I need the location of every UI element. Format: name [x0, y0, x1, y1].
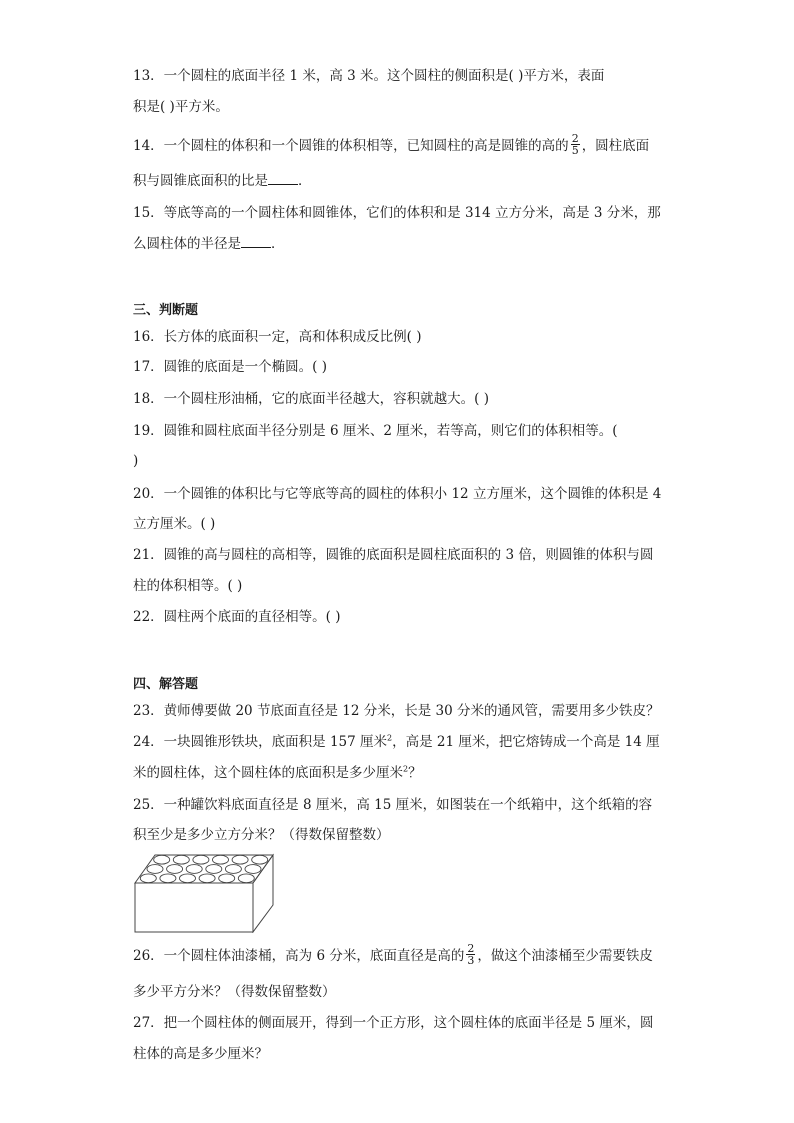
question-16: 16．长方体的底面积一定，高和体积成反比例( ) [133, 329, 422, 345]
box-front-face [135, 883, 253, 932]
question-14-line1 [133, 132, 663, 158]
can-top [186, 865, 202, 874]
can-top [154, 855, 170, 864]
superscript: 2 [403, 764, 409, 774]
question-15-text-b: ． [271, 236, 285, 252]
question-15-line2 [133, 235, 663, 253]
question-14-text-c: 积与圆锥底面积的比是 [133, 173, 268, 189]
can-top [225, 865, 241, 874]
question-14-text-a: 14．一个圆柱的体积和一个圆锥的体积相等，已知圆柱的高是圆锥的高的 [133, 138, 569, 154]
question-13-line2: 积是( )平方米。 [133, 99, 229, 115]
section-heading-solve: 四、解答题 [133, 677, 199, 692]
can-top [206, 865, 222, 874]
question-26-line2: 多少平方分米？（得数保留整数） [133, 984, 336, 1000]
can-top [160, 874, 176, 883]
fraction-denominator: 5 [571, 144, 579, 157]
question-25-line1: 25．一种罐饮料底面直径是 8 厘米，高 15 厘米，如图装在一个纸箱中，这个纸箱的容 [133, 797, 653, 813]
fraction-denominator: 3 [467, 954, 475, 967]
question-21-line1: 21．圆锥的高与圆柱的高相等，圆锥的底面积是圆柱底面积的 3 倍，则圆锥的体积与圆 [133, 547, 654, 563]
question-26-text-b: ，做这个油漆桶至少需要铁皮 [477, 948, 653, 964]
question-24-text-b: ，高是 21 厘米，把它熔铸成一个高是 14 厘 [392, 734, 660, 750]
can-top [167, 865, 183, 874]
question-14-text-b: ，圆柱底面 [581, 138, 650, 154]
can-top [213, 855, 229, 864]
question-26-text-a: 26．一个圆柱体油漆桶，高为 6 分米，底面直径是高的 [133, 948, 465, 964]
can-top [252, 855, 268, 864]
question-24-line2 [133, 764, 663, 782]
question-19-line1: 19．圆锥和圆柱底面半径分别是 6 厘米、2 厘米，若等高，则它们的体积相等。( [133, 423, 618, 439]
answer-blank[interactable] [268, 172, 298, 185]
superscript: 2 [387, 733, 393, 743]
can-top [140, 874, 156, 883]
question-24-line1 [133, 733, 663, 751]
question-27-line1: 27．把一个圆柱体的侧面展开，得到一个正方形，这个圆柱体的底面半径是 5 厘米，圆 [133, 1015, 654, 1031]
can-top [219, 874, 235, 883]
fraction-two-fifths [571, 133, 580, 156]
section-heading-judge: 三、判断题 [133, 303, 199, 318]
question-14-text-d: ． [298, 173, 312, 189]
question-13-line1: 13．一个圆柱的底面半径 1 米，高 3 米。这个圆柱的侧面积是( )平方米，表面 [133, 68, 605, 84]
can-top [180, 874, 196, 883]
question-21-line2: 柱的体积相等。( ) [133, 578, 243, 594]
question-15-text-a: 么圆柱体的半径是 [133, 236, 241, 252]
question-25-line2: 积至少是多少立方分米？（得数保留整数） [133, 827, 390, 843]
can-top [238, 874, 254, 883]
question-27-line2: 柱体的高是多少厘米？ [133, 1046, 268, 1062]
fraction-numerator: 2 [467, 942, 475, 955]
question-14-line2 [133, 172, 663, 190]
fraction-two-thirds [466, 943, 475, 966]
can-top [173, 855, 189, 864]
question-20-line1: 20．一个圆锥的体积比与它等底等高的圆柱的体积小 12 立方厘米，这个圆锥的体积是 4 [133, 486, 662, 502]
question-22: 22．圆柱两个底面的直径相等。( ) [133, 609, 341, 625]
box-of-cans-figure [134, 853, 274, 933]
can-top [245, 865, 261, 874]
can-top [232, 855, 248, 864]
box-top-face [135, 855, 273, 883]
question-18: 18．一个圆柱形油桶，它的底面半径越大，容积就越大。( ) [133, 391, 490, 407]
can-top [193, 855, 209, 864]
can-top [147, 865, 163, 874]
question-19-line2: ) [133, 453, 139, 469]
question-24-text-a: 24．一块圆锥形铁块，底面积是 157 厘米 [133, 734, 388, 750]
question-24-text-d: ？ [408, 765, 422, 781]
answer-blank[interactable] [241, 235, 271, 248]
fraction-numerator: 2 [571, 132, 579, 145]
question-20-line2: 立方厘米。( ) [133, 516, 216, 532]
question-17: 17．圆锥的底面是一个椭圆。( ) [133, 359, 328, 375]
question-23: 23．黄师傅要做 20 节底面直径是 12 分米，长是 30 分米的通风管，需要用多少铁皮？ [133, 703, 660, 719]
question-26-line1 [133, 942, 663, 968]
can-top [199, 874, 215, 883]
question-24-text-c: 米的圆柱体，这个圆柱体的底面积是多少厘米 [133, 765, 403, 781]
question-15-line1: 15．等底等高的一个圆柱体和圆锥体，它们的体积和是 314 立方分米，高是 3 分米，那 [133, 205, 661, 221]
box-side-face [253, 855, 273, 932]
cans-group [140, 855, 267, 882]
